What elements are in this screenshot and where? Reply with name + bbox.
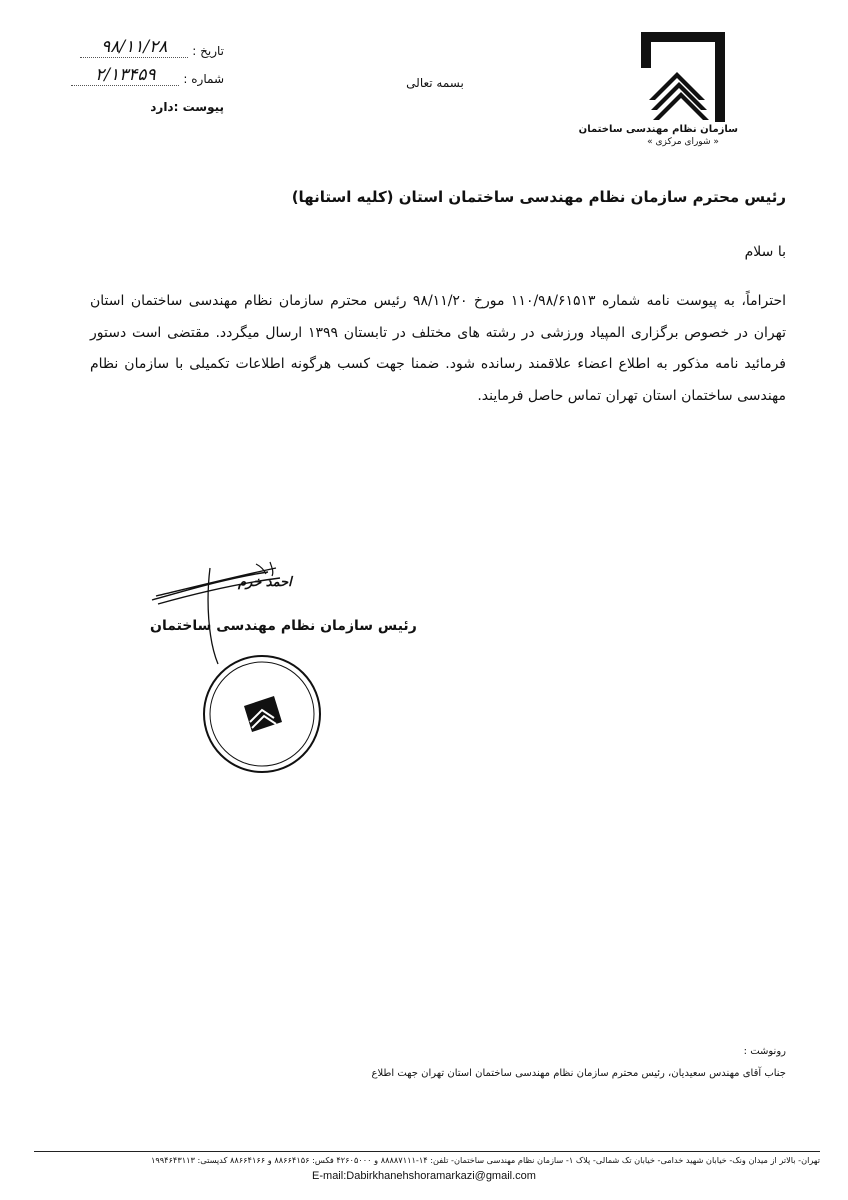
letter-body: احتراماً، به پیوست نامه شماره ۱۱۰/۹۸/۶۱۵۱۳ مورخ ۹۸/۱۱/۲۰ رئیس محترم سازمان نظام مهندسی ساختمان استان تهران در خصوص برگزاری المپیاد ورزشی در رشته های مختلف در تابستان ۱۳۹۹ ارسال میگردد. مقتضی است دستور فرمائید نامه مذکور به اطلاع اعضاء علاقمند رسانده شود. ضمنا جهت کسب هرگونه اطلاعات تکمیلی با سازمان نظام مهندسی ساختمان استان تهران تماس حاصل فرمایند. — [90, 293, 786, 404]
signatory-name: احمد خرم — [238, 575, 292, 590]
organization-logo — [578, 28, 738, 153]
signatory-title: رئیس سازمان نظام مهندسی ساختمان — [150, 618, 417, 634]
greeting: با سلام — [744, 244, 786, 260]
number-row — [14, 58, 224, 86]
footer-address: تهران- بالاتر از میدان ونک- خیابان شهید خدامی- خیابان تک شمالی- پلاک ۱- سازمان نظام مهندسی ساختمان- تلفن: ۱۴-۸۸۸۸۷۱۱۱ و ۴۲۶۰۵۰۰۰ فکس: ۸۸۶۶۴۱۵۶ و ۸۸۶۶۴۱۶۶ کدپستی: ۱۹۹۴۶۴۳۱۱۳ — [150, 1155, 820, 1165]
bismillah: بسمه تعالی — [406, 76, 464, 90]
footer-divider — [34, 1151, 820, 1152]
building-logo-icon — [637, 28, 729, 124]
date-value: ۹۸/۱۱/۲۸ — [80, 37, 188, 58]
cc-label: رونوشت : — [743, 1046, 786, 1057]
logo-council-name: « شورای مرکزی » — [647, 137, 719, 147]
attachment-row — [14, 86, 224, 114]
attachment-label: پیوست :دارد — [150, 100, 224, 114]
official-seal — [200, 652, 324, 780]
cc-text: جناب آقای مهندس سعیدیان، رئیس محترم سازمان نظام مهندسی ساختمان استان تهران جهت اطلاع — [371, 1068, 786, 1079]
date-label: تاریخ : — [192, 44, 224, 58]
footer-email: E-mail:Dabirkhanehshoramarkazi@gmail.com — [312, 1170, 536, 1182]
logo-organization-name: سازمان نظام مهندسی ساختمان — [578, 124, 738, 135]
recipient-line: رئیس محترم سازمان نظام مهندسی ساختمان استان (کلیه استانها) — [291, 188, 786, 206]
letter-meta — [14, 30, 224, 114]
number-value: ۲/۱۳۴۵۹ — [71, 65, 179, 86]
number-label: شماره : — [183, 72, 224, 86]
date-row — [14, 30, 224, 58]
